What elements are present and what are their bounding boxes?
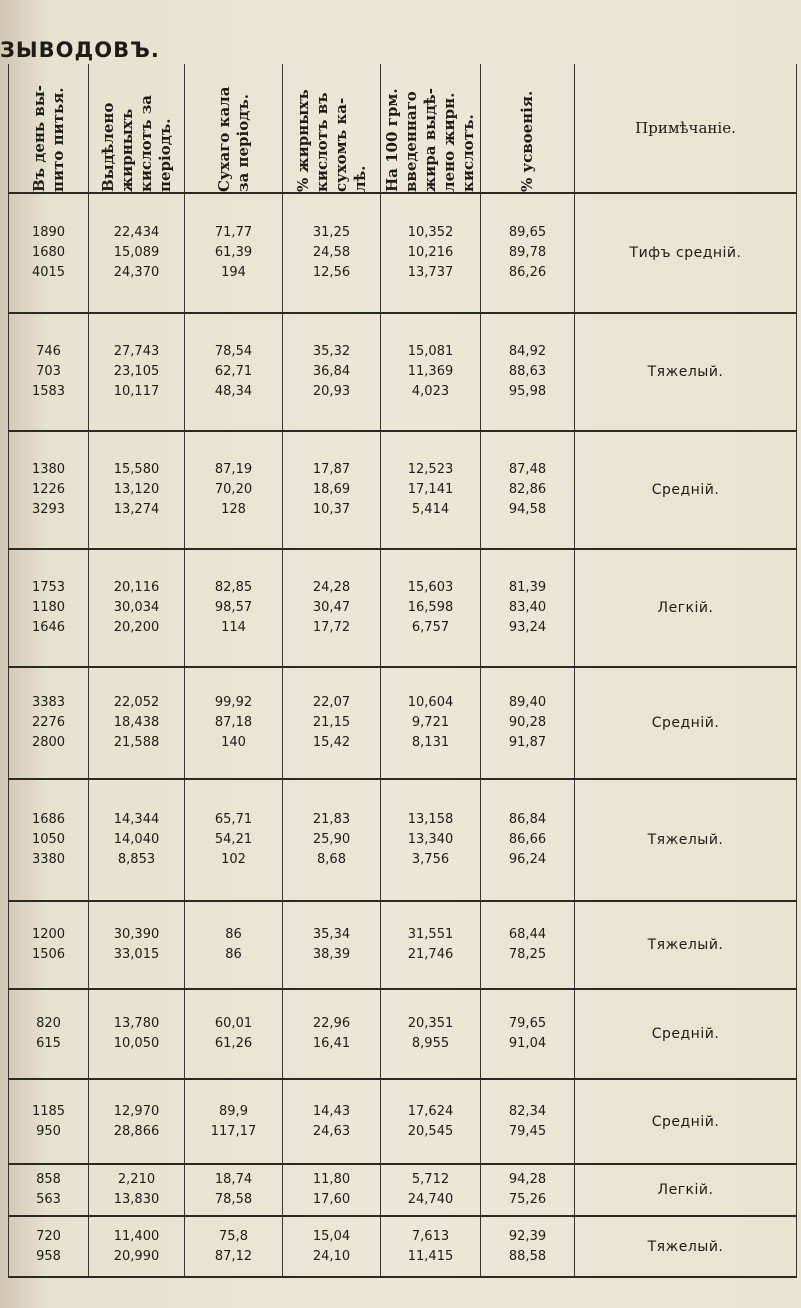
per100-cell — [381, 193, 481, 313]
cell-value: 17,60 — [312, 1192, 351, 1207]
cell-value: 79,45 — [508, 1123, 547, 1139]
cell-value: 82,34 — [508, 1103, 547, 1119]
cell-value: 30,47 — [312, 600, 351, 615]
cell-value: 958 — [36, 1248, 61, 1264]
cell-value: 65,71 — [214, 812, 253, 827]
cell-value: 75,8 — [219, 1228, 248, 1244]
note-cell: Тяжелый. — [575, 313, 797, 431]
acids-cell — [89, 1216, 185, 1277]
feces-cell — [185, 667, 283, 779]
cell-value: 128 — [221, 502, 246, 517]
cell-value: 98,57 — [214, 600, 253, 615]
cell-value: 2800 — [31, 735, 66, 750]
cell-value: 1050 — [31, 832, 66, 847]
cell-value: 615 — [36, 1036, 61, 1051]
cell-value: 89,40 — [508, 695, 547, 710]
cell-value: 14,344 — [113, 812, 160, 827]
cell-value: 84,92 — [508, 344, 547, 359]
pct-acids-cell — [283, 1164, 381, 1216]
cell-value: 14,43 — [312, 1103, 351, 1119]
cell-value: 78,54 — [214, 344, 253, 359]
feces-cell — [185, 193, 283, 313]
cell-value: 62,71 — [214, 364, 253, 379]
per100-cell — [381, 1079, 481, 1164]
acids-cell — [89, 1079, 185, 1164]
cell-value: 3383 — [31, 695, 66, 710]
note-cell: Легкій. — [575, 1164, 797, 1216]
cell-value: 21,83 — [312, 812, 351, 827]
note-cell: Тяжелый. — [575, 1216, 797, 1277]
cell-value: 24,370 — [113, 265, 160, 280]
intake-cell — [9, 193, 89, 313]
table-row — [9, 1164, 797, 1216]
header-absorption: % усвоенія. — [481, 64, 575, 193]
acids-cell — [89, 313, 185, 431]
cell-value: 15,04 — [312, 1228, 351, 1244]
pct-acids-cell — [283, 667, 381, 779]
cell-value: 35,34 — [312, 927, 351, 942]
cell-value: 11,400 — [113, 1228, 160, 1244]
cell-value: 94,58 — [508, 502, 547, 517]
table-row — [9, 779, 797, 901]
intake-cell — [9, 431, 89, 549]
cell-value: 11,415 — [407, 1248, 454, 1264]
cell-value: 24,28 — [312, 580, 351, 595]
absorption-cell — [481, 1216, 575, 1277]
cell-value: 35,32 — [312, 344, 351, 359]
cell-value: 13,780 — [113, 1016, 160, 1031]
header-per100: На 100 грм. введеннаго жира выдѣ- лено жирн. кислотъ. — [381, 64, 481, 193]
intake-cell — [9, 989, 89, 1079]
per100-cell — [381, 989, 481, 1079]
cell-value: 1200 — [31, 927, 66, 942]
per100-cell — [381, 901, 481, 989]
cell-value: 96,24 — [508, 852, 547, 867]
cell-value: 54,21 — [214, 832, 253, 847]
cell-value: 20,351 — [407, 1016, 454, 1031]
intake-cell — [9, 901, 89, 989]
cell-value: 10,352 — [407, 225, 454, 240]
absorption-cell — [481, 193, 575, 313]
per100-cell — [381, 1216, 481, 1277]
cell-value: 102 — [221, 852, 246, 867]
cell-value: 30,034 — [113, 600, 160, 615]
cell-value: 82,85 — [214, 580, 253, 595]
cell-value: 81,39 — [508, 580, 547, 595]
cell-value: 10,37 — [312, 502, 351, 517]
cell-value: 1646 — [31, 620, 66, 635]
absorption-cell — [481, 549, 575, 667]
cell-value: 13,158 — [407, 812, 454, 827]
cell-value: 10,117 — [113, 384, 160, 399]
table-row — [9, 549, 797, 667]
cell-value: 1686 — [31, 812, 66, 827]
per100-cell — [381, 1164, 481, 1216]
intake-cell — [9, 1164, 89, 1216]
cell-value: 24,740 — [407, 1192, 454, 1207]
cell-value: 89,65 — [508, 225, 547, 240]
acids-cell — [89, 193, 185, 313]
cell-value: 5,414 — [411, 502, 450, 517]
cell-value: 13,737 — [407, 265, 454, 280]
cell-value: 2,210 — [117, 1172, 156, 1187]
cell-value: 90,28 — [508, 715, 547, 730]
cell-value: 78,58 — [214, 1192, 253, 1207]
cell-value: 10,604 — [407, 695, 454, 710]
cell-value: 31,25 — [312, 225, 351, 240]
cell-value: 92,39 — [508, 1228, 547, 1244]
acids-cell — [89, 779, 185, 901]
cell-value: 68,44 — [508, 927, 547, 942]
cell-value: 13,274 — [113, 502, 160, 517]
cell-value: 13,120 — [113, 482, 160, 497]
cell-value: 20,545 — [407, 1123, 454, 1139]
cell-value: 83,40 — [508, 600, 547, 615]
cell-value: 13,340 — [407, 832, 454, 847]
absorption-cell — [481, 901, 575, 989]
cell-value: 25,90 — [312, 832, 351, 847]
cell-value: 22,96 — [312, 1016, 351, 1031]
table-row — [9, 667, 797, 779]
note-cell: Легкій. — [575, 549, 797, 667]
cell-value: 1753 — [31, 580, 66, 595]
cell-value: 1180 — [31, 600, 66, 615]
pct-acids-cell — [283, 313, 381, 431]
cell-value: 20,990 — [113, 1248, 160, 1264]
cell-value: 22,052 — [113, 695, 160, 710]
table-row — [9, 989, 797, 1079]
cell-value: 91,04 — [508, 1036, 547, 1051]
cell-value: 23,105 — [113, 364, 160, 379]
cell-value: 720 — [36, 1228, 61, 1244]
cell-value: 33,015 — [113, 947, 160, 962]
header-row — [9, 64, 797, 193]
cell-value: 89,9 — [219, 1103, 248, 1119]
cell-value: 4015 — [31, 265, 66, 280]
cell-value: 858 — [36, 1172, 61, 1187]
absorption-cell — [481, 989, 575, 1079]
cell-value: 17,72 — [312, 620, 351, 635]
cell-value: 18,438 — [113, 715, 160, 730]
note-cell: Тяжелый. — [575, 901, 797, 989]
note-cell: Тяжелый. — [575, 779, 797, 901]
cell-value: 14,040 — [113, 832, 160, 847]
pct-acids-cell — [283, 901, 381, 989]
pct-acids-cell — [283, 779, 381, 901]
absorption-cell — [481, 1164, 575, 1216]
pct-acids-cell — [283, 549, 381, 667]
cell-value: 20,200 — [113, 620, 160, 635]
header-note: Примѣчаніе. — [575, 64, 797, 193]
cell-value: 15,089 — [113, 245, 160, 260]
cell-value: 87,12 — [214, 1248, 253, 1264]
intake-cell — [9, 667, 89, 779]
cell-value: 22,434 — [113, 225, 160, 240]
note-cell: Средній. — [575, 989, 797, 1079]
cell-value: 21,15 — [312, 715, 351, 730]
cell-value: 79,65 — [508, 1016, 547, 1031]
feces-cell — [185, 901, 283, 989]
header-feces: Сухаго кала за періодъ. — [185, 64, 283, 193]
cell-value: 114 — [221, 620, 246, 635]
cell-value: 7,613 — [411, 1228, 450, 1244]
cell-value: 8,955 — [411, 1036, 450, 1051]
cell-value: 89,78 — [508, 245, 547, 260]
cell-value: 3293 — [31, 502, 66, 517]
cell-value: 93,24 — [508, 620, 547, 635]
cell-value: 6,757 — [411, 620, 450, 635]
cell-value: 86 — [225, 927, 242, 942]
cell-value: 2276 — [31, 715, 66, 730]
per100-cell — [381, 313, 481, 431]
cell-value: 61,26 — [214, 1036, 253, 1051]
cell-value: 88,58 — [508, 1248, 547, 1264]
cell-value: 950 — [36, 1123, 61, 1139]
pct-acids-cell — [283, 989, 381, 1079]
feces-cell — [185, 1079, 283, 1164]
cell-value: 21,746 — [407, 947, 454, 962]
table-row — [9, 431, 797, 549]
acids-cell — [89, 989, 185, 1079]
cell-value: 87,48 — [508, 462, 547, 477]
cell-value: 5,712 — [411, 1172, 450, 1187]
pct-acids-cell — [283, 1216, 381, 1277]
table-row — [9, 193, 797, 313]
cell-value: 8,68 — [317, 852, 346, 867]
cell-value: 746 — [36, 344, 61, 359]
header-pct-acids: % жирныхъ кислотъ въ сухомъ ка- лѣ. — [283, 64, 381, 193]
cell-value: 82,86 — [508, 482, 547, 497]
cell-value: 87,18 — [214, 715, 253, 730]
pct-acids-cell — [283, 193, 381, 313]
cell-value: 10,216 — [407, 245, 454, 260]
absorption-cell — [481, 779, 575, 901]
cell-value: 1890 — [31, 225, 66, 240]
intake-cell — [9, 1216, 89, 1277]
cell-value: 22,07 — [312, 695, 351, 710]
acids-cell — [89, 901, 185, 989]
feces-cell — [185, 1216, 283, 1277]
cell-value: 15,081 — [407, 344, 454, 359]
cell-value: 95,98 — [508, 384, 547, 399]
cell-value: 30,390 — [113, 927, 160, 942]
cell-value: 91,87 — [508, 735, 547, 750]
cell-value: 48,34 — [214, 384, 253, 399]
cell-value: 140 — [221, 735, 246, 750]
note-cell: Средній. — [575, 667, 797, 779]
cell-value: 10,050 — [113, 1036, 160, 1051]
note-cell: Тифъ средній. — [575, 193, 797, 313]
absorption-cell — [481, 431, 575, 549]
cell-value: 31,551 — [407, 927, 454, 942]
cell-value: 16,598 — [407, 600, 454, 615]
cell-value: 1506 — [31, 947, 66, 962]
cell-value: 38,39 — [312, 947, 351, 962]
cell-value: 16,41 — [312, 1036, 351, 1051]
absorption-cell — [481, 1079, 575, 1164]
cell-value: 18,69 — [312, 482, 351, 497]
cell-value: 86,66 — [508, 832, 547, 847]
cell-value: 1680 — [31, 245, 66, 260]
cell-value: 18,74 — [214, 1172, 253, 1187]
cell-value: 20,116 — [113, 580, 160, 595]
absorption-cell — [481, 313, 575, 431]
intake-cell — [9, 549, 89, 667]
cell-value: 15,580 — [113, 462, 160, 477]
note-cell: Средній. — [575, 1079, 797, 1164]
cell-value: 4,023 — [411, 384, 450, 399]
table-row — [9, 1216, 797, 1277]
acids-cell — [89, 667, 185, 779]
cell-value: 117,17 — [210, 1123, 257, 1139]
cell-value: 87,19 — [214, 462, 253, 477]
feces-cell — [185, 779, 283, 901]
cell-value: 1380 — [31, 462, 66, 477]
cell-value: 70,20 — [214, 482, 253, 497]
cell-value: 1226 — [31, 482, 66, 497]
cell-value: 12,970 — [113, 1103, 160, 1119]
header-intake: Въ день вы- пито питья. — [9, 64, 89, 193]
cell-value: 12,56 — [312, 265, 351, 280]
cell-value: 15,603 — [407, 580, 454, 595]
cell-value: 17,141 — [407, 482, 454, 497]
intake-cell — [9, 1079, 89, 1164]
feces-cell — [185, 431, 283, 549]
cell-value: 28,866 — [113, 1123, 160, 1139]
cell-value: 60,01 — [214, 1016, 253, 1031]
cell-value: 36,84 — [312, 364, 351, 379]
feces-cell — [185, 549, 283, 667]
cell-value: 78,25 — [508, 947, 547, 962]
table-row — [9, 901, 797, 989]
absorption-cell — [481, 667, 575, 779]
header-acids: Выдѣлено жирныхъ кислотъ за періодъ. — [89, 64, 185, 193]
cell-value: 15,42 — [312, 735, 351, 750]
page-title: ЗЫВОДОВЪ. — [0, 38, 160, 62]
intake-cell — [9, 313, 89, 431]
cell-value: 75,26 — [508, 1192, 547, 1207]
acids-cell — [89, 549, 185, 667]
cell-value: 9,721 — [411, 715, 450, 730]
intake-cell — [9, 779, 89, 901]
acids-cell — [89, 431, 185, 549]
pct-acids-cell — [283, 431, 381, 549]
cell-value: 1583 — [31, 384, 66, 399]
per100-cell — [381, 667, 481, 779]
results-table — [8, 64, 797, 1278]
cell-value: 17,624 — [407, 1103, 454, 1119]
cell-value: 99,92 — [214, 695, 253, 710]
per100-cell — [381, 431, 481, 549]
cell-value: 820 — [36, 1016, 61, 1031]
cell-value: 8,131 — [411, 735, 450, 750]
cell-value: 194 — [221, 265, 246, 280]
pct-acids-cell — [283, 1079, 381, 1164]
cell-value: 86,26 — [508, 265, 547, 280]
cell-value: 563 — [36, 1192, 61, 1207]
note-cell: Средній. — [575, 431, 797, 549]
cell-value: 13,830 — [113, 1192, 160, 1207]
acids-cell — [89, 1164, 185, 1216]
cell-value: 71,77 — [214, 225, 253, 240]
per100-cell — [381, 779, 481, 901]
per100-cell — [381, 549, 481, 667]
cell-value: 86 — [225, 947, 242, 962]
cell-value: 61,39 — [214, 245, 253, 260]
cell-value: 21,588 — [113, 735, 160, 750]
cell-value: 24,10 — [312, 1248, 351, 1264]
cell-value: 94,28 — [508, 1172, 547, 1187]
cell-value: 703 — [36, 364, 61, 379]
cell-value: 11,80 — [312, 1172, 351, 1187]
table-row — [9, 313, 797, 431]
cell-value: 24,58 — [312, 245, 351, 260]
feces-cell — [185, 1164, 283, 1216]
cell-value: 20,93 — [312, 384, 351, 399]
table-row — [9, 1079, 797, 1164]
cell-value: 3,756 — [411, 852, 450, 867]
cell-value: 86,84 — [508, 812, 547, 827]
feces-cell — [185, 989, 283, 1079]
feces-cell — [185, 313, 283, 431]
cell-value: 12,523 — [407, 462, 454, 477]
cell-value: 24,63 — [312, 1123, 351, 1139]
cell-value: 88,63 — [508, 364, 547, 379]
cell-value: 1185 — [31, 1103, 66, 1119]
cell-value: 27,743 — [113, 344, 160, 359]
cell-value: 8,853 — [117, 852, 156, 867]
cell-value: 11,369 — [407, 364, 454, 379]
cell-value: 3380 — [31, 852, 66, 867]
cell-value: 17,87 — [312, 462, 351, 477]
